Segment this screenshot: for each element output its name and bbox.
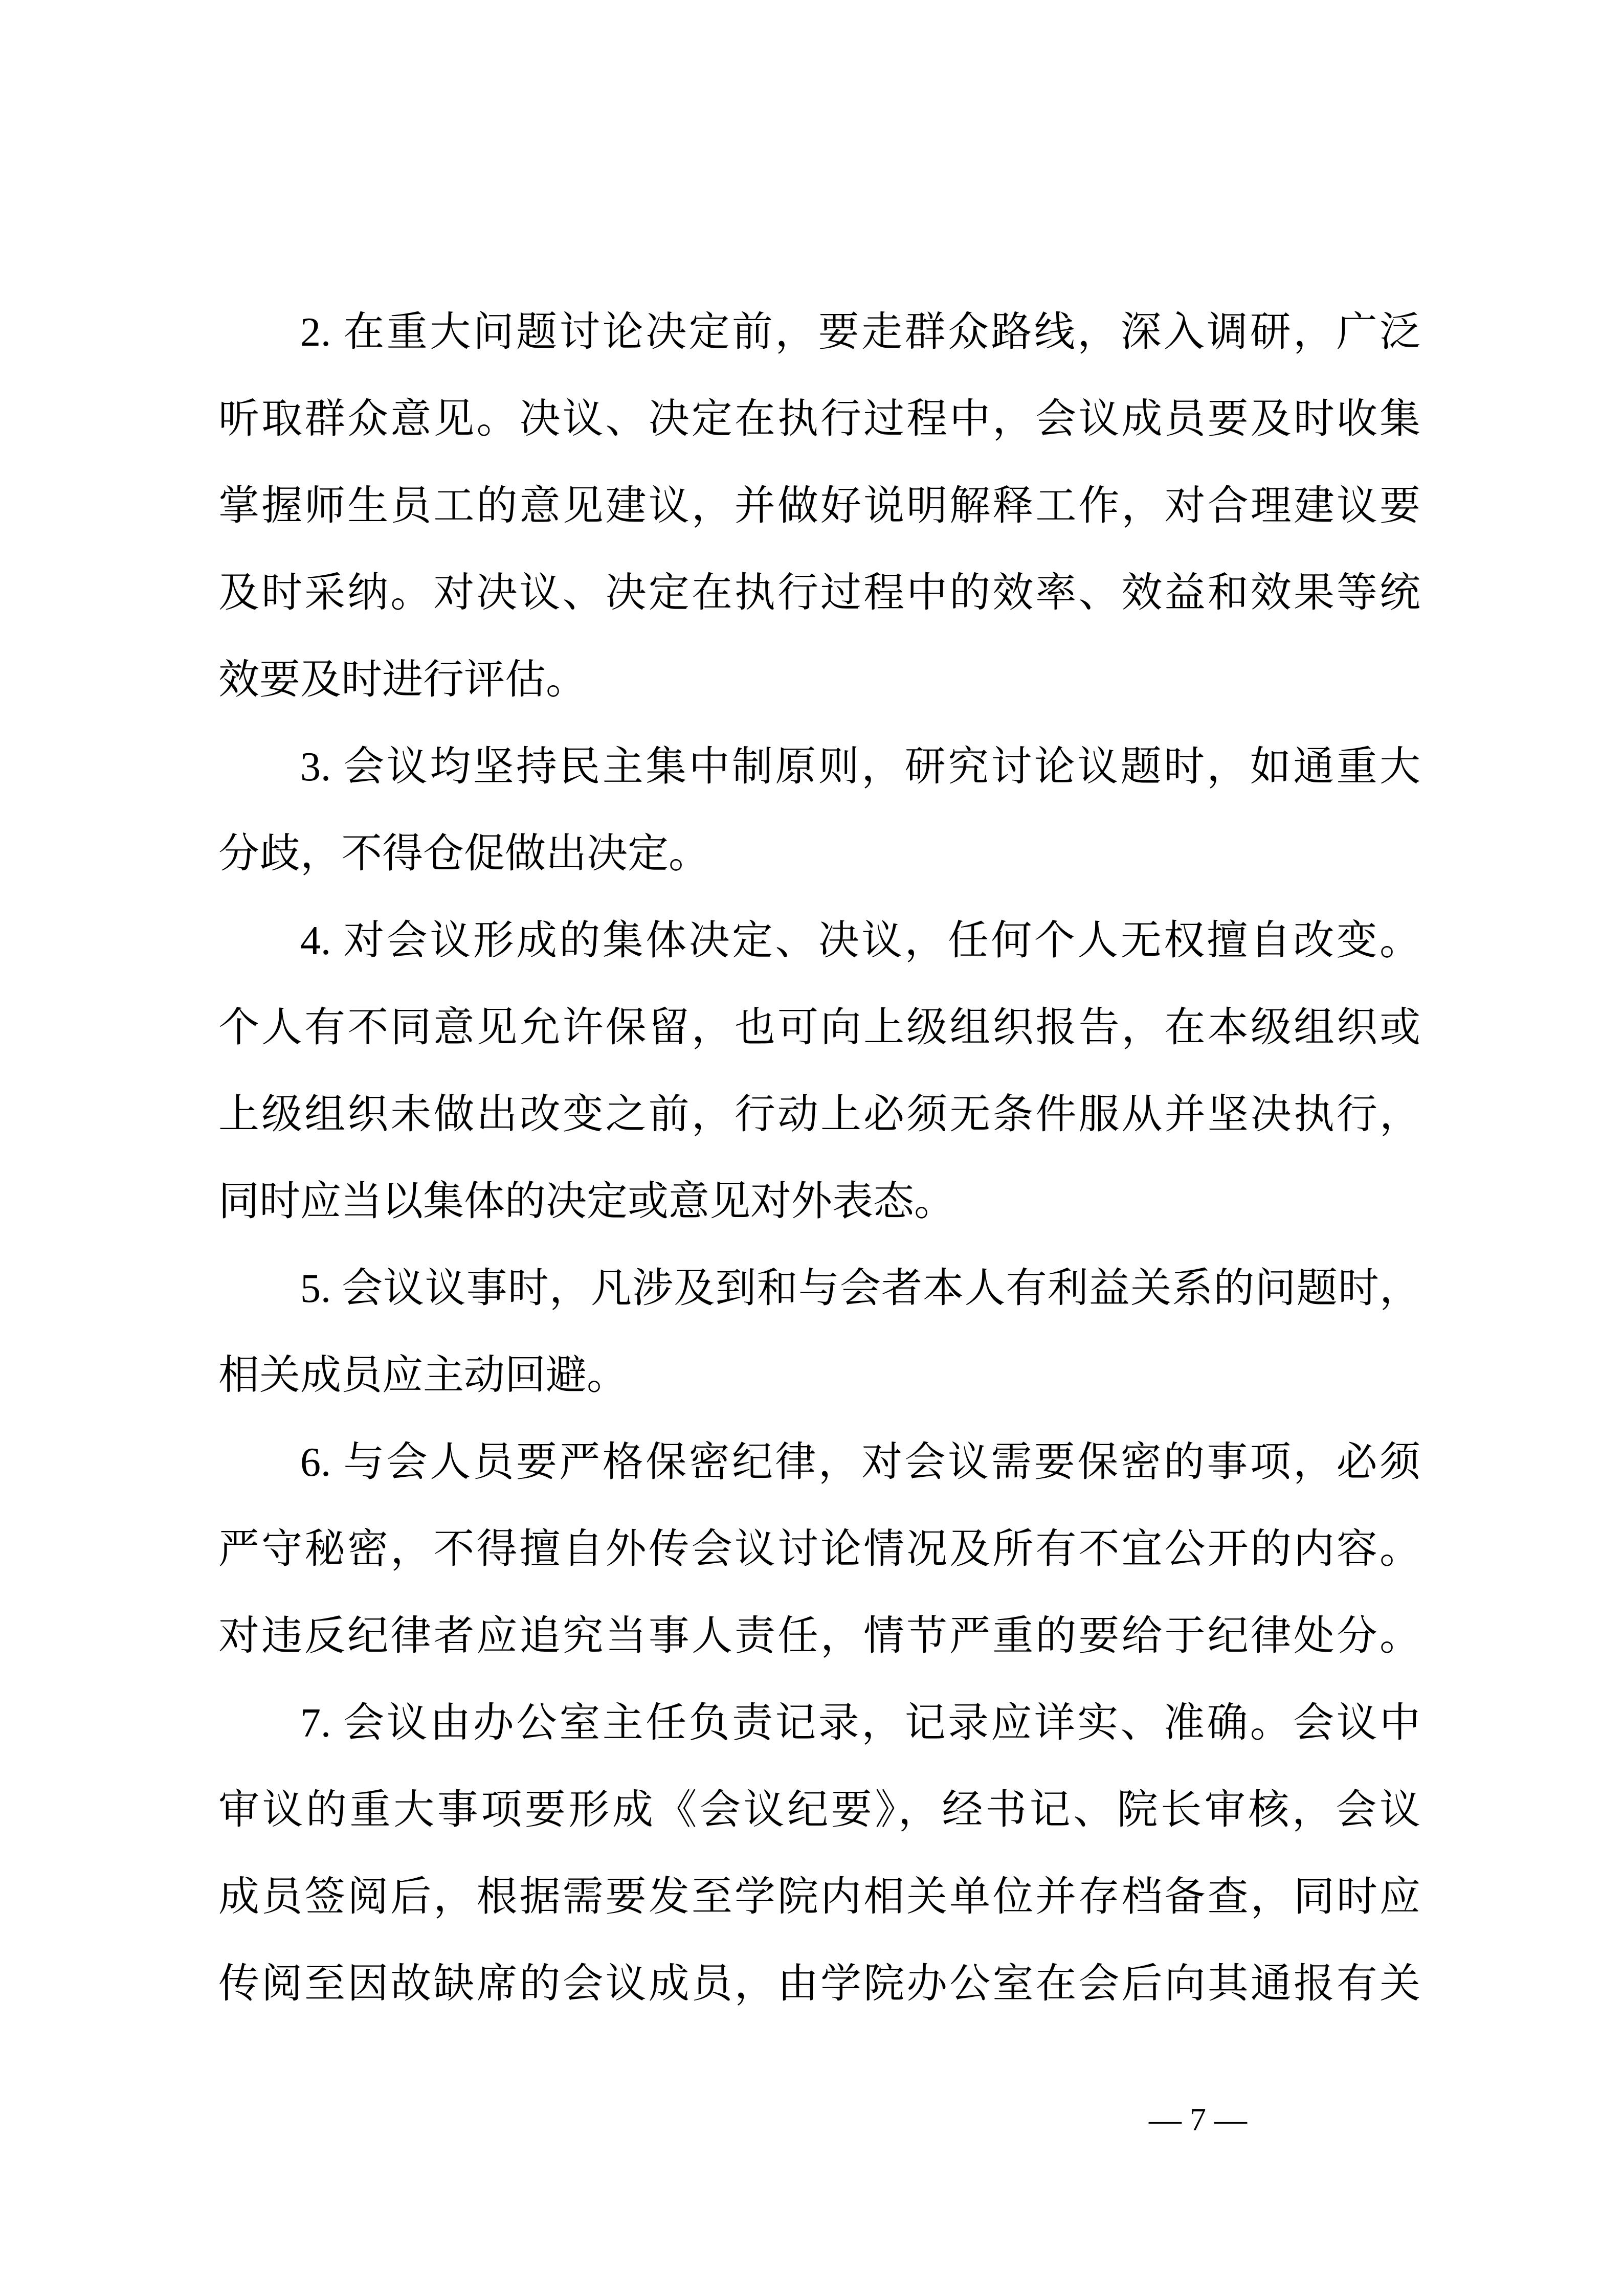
- text-line: 成员签阅后，根据需要发至学院内相关单位并存档备查，同时应: [218, 1875, 1420, 1920]
- text-line: 掌握师生员工的意见建议，并做好说明解释工作，对合理建议要: [218, 484, 1420, 529]
- text-line: 7. 会议由办公室主任负责记录，记录应详实、准确。会议中: [300, 1701, 1420, 1746]
- text-line: 审议的重大事项要形成《会议纪要》，经书记、院长审核，会议: [218, 1788, 1420, 1833]
- text-line: 效要及时进行评估。: [218, 658, 587, 703]
- document-body: [218, 289, 1420, 2028]
- text-line: 分歧，不得仓促做出决定。: [218, 831, 709, 876]
- text-line: 严守秘密，不得擅自外传会议讨论情况及所有不宜公开的内容。: [218, 1527, 1420, 1572]
- text-line: 5. 会议议事时，凡涉及到和与会者本人有利益关系的问题时，: [300, 1266, 1420, 1311]
- text-line: 6. 与会人员要严格保密纪律，对会议需要保密的事项，必须: [300, 1440, 1420, 1485]
- text-line: 个人有不同意见允许保留，也可向上级组织报告，在本级组织或: [218, 1005, 1420, 1050]
- text-line: 3. 会议均坚持民主集中制原则，研究讨论议题时，如通重大: [300, 745, 1420, 790]
- text-line: 及时采纳。对决议、决定在执行过程中的效率、效益和效果等统: [218, 571, 1420, 616]
- text-line: 听取群众意见。决议、决定在执行过程中，会议成员要及时收集: [218, 397, 1420, 442]
- text-line: 对违反纪律者应追究当事人责任，情节严重的要给于纪律处分。: [218, 1614, 1420, 1659]
- text-line: 4. 对会议形成的集体决定、决议，任何个人无权擅自改变。: [300, 918, 1420, 963]
- text-line: 相关成员应主动回避。: [218, 1353, 628, 1398]
- page-number: — 7 —: [1149, 2101, 1247, 2137]
- text-line: 2. 在重大问题讨论决定前，要走群众路线，深入调研，广泛: [300, 310, 1420, 355]
- text-line: 同时应当以集体的决定或意见对外表态。: [218, 1179, 955, 1224]
- text-line: 上级组织未做出改变之前，行动上必须无条件服从并坚决执行，: [218, 1092, 1420, 1137]
- text-line: 传阅至因故缺席的会议成员，由学院办公室在会后向其通报有关: [218, 1962, 1420, 2007]
